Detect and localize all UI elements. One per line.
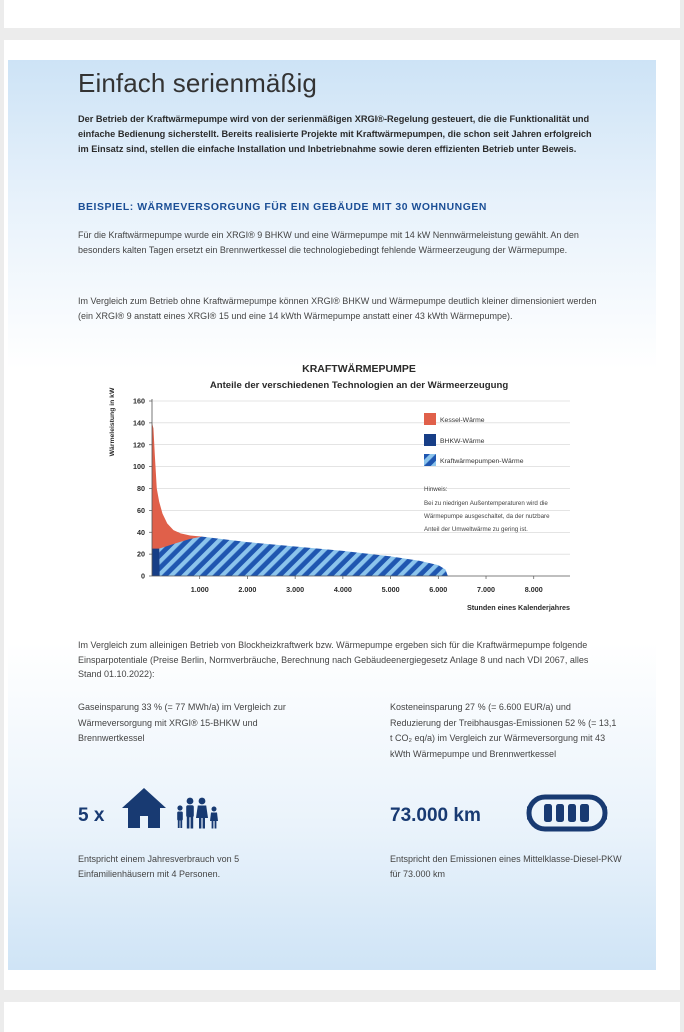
y-tick-label-60: 60 <box>137 505 145 515</box>
legend-label-1: Kessel-Wärme <box>440 417 485 424</box>
paragraph-3: Im Vergleich zum alleinigen Betrieb von Blockheizkraftwerk bzw. Wärmepumpe ergeben sich für die Kraftwärmepumpe folgende Einsparpotentiale (Preise Berlin, Normverbräuche, Berechnung nach Gebäudeenergiegesetz Anlage 8 und nach VDI 2067, alles Stand 01.10.2022): <box>78 640 589 680</box>
legend-swatch-2 <box>424 434 436 446</box>
x-tick-label-8000: 8.000 <box>524 585 543 594</box>
next-page-edge <box>4 1002 680 1032</box>
x-tick-label-6000: 6.000 <box>429 585 448 594</box>
x-tick-label-7000: 7.000 <box>477 585 496 594</box>
legend-swatch-1 <box>424 413 436 425</box>
legend-label-3: Kraftwärmepumpen-Wärme <box>440 458 524 465</box>
note-line-1: Bei zu niedrigen Außentemperaturen wird die <box>424 500 548 507</box>
cost-saving-text: Kosteneinsparung 27 % (= 6.600 EUR/a) und Reduzierung der Treibhausgas-Emissionen 52 % (= 13,1 t CO₂ eq/a) im Vergleich zur Wärmeversorgung mit 43 kWth Wärmepumpe und Brennwertkessel <box>390 702 617 759</box>
y-tick-label-100: 100 <box>133 462 145 472</box>
car-icon <box>526 792 608 834</box>
section-heading: BEISPIEL: WÄRMEVERSORGUNG FÜR EIN GEBÄUDE MIT 30 WOHNUNGEN <box>78 202 487 213</box>
y-tick-label-20: 20 <box>137 549 145 559</box>
x-tick-label-1000: 1.000 <box>190 585 209 594</box>
paragraph-1: Für die Kraftwärmepumpe wurde ein XRGI® 9 BHKW und eine Wärmepumpe mit 14 kW Nennwärmeleistung gewählt. An den besonders kalten Tagen ersetzt ein Brennwertkessel die technologiebedingt fehlende Wärmeerzeugung der Wärmepumpe. <box>78 230 579 255</box>
bhkw-area <box>152 549 160 576</box>
page-title: Einfach serienmäßig <box>78 68 317 98</box>
x-tick-label-3000: 3.000 <box>286 585 305 594</box>
chart-svg <box>100 353 580 615</box>
previous-page-edge <box>4 0 680 28</box>
chart-title: KRAFTWÄRMEPUMPE <box>302 363 416 375</box>
y-tick-label-0: 0 <box>141 571 145 581</box>
x-tick-label-4000: 4.000 <box>333 585 352 594</box>
y-tick-label-160: 160 <box>133 396 145 406</box>
x-tick-label-2000: 2.000 <box>238 585 257 594</box>
car-caption: Entspricht den Emissionen eines Mittelklasse-Diesel-PKW für 73.000 km <box>390 854 622 879</box>
gas-saving-text: Gaseinsparung 33 % (= 77 MWh/a) im Vergleich zur Wärmeversorgung mit XRGI® 15-BHKW und Brennwertkessel <box>78 702 286 744</box>
x-axis-label: Stunden eines Kalenderjahres <box>466 603 570 612</box>
km-stat: 73.000 km <box>390 805 481 826</box>
x-tick-label-5000: 5.000 <box>381 585 400 594</box>
note-line-3: Anteil der Umweltwärme zu gering ist. <box>424 526 528 533</box>
y-axis-label: Wärmeleistung in kW <box>109 387 116 457</box>
y-tick-label-140: 140 <box>133 418 145 428</box>
intro-text: Der Betrieb der Kraftwärmepumpe wird von der serienmäßigen XRGI®-Regelung gesteuert, die die Funktionalität und einfache Bedienung sicherstellt. Bereits realisierte Projekte mit Kraftwärmepumpen, die schon seit Jahren erfolgreich im Einsatz sind, stellen die einfache Installation und Inbetriebnahme sowie deren effizienten Betrieb unter Beweis. <box>78 114 592 154</box>
y-tick-label-80: 80 <box>137 484 145 494</box>
y-tick-label-120: 120 <box>133 440 145 450</box>
legend-label-2: BHKW-Wärme <box>440 438 485 445</box>
chart-subtitle: Anteile der verschiedenen Technologien an der Wärmeerzeugung <box>209 380 509 391</box>
family-icon <box>174 796 220 830</box>
heat-chart <box>100 353 580 615</box>
legend-swatch-3 <box>424 454 436 466</box>
note-title: Hinweis: <box>424 486 448 493</box>
houses-caption: Entspricht einem Jahresverbrauch von 5 Einfamilienhäusern mit 4 Personen. <box>78 854 240 879</box>
kwp-area <box>159 537 448 576</box>
y-tick-label-40: 40 <box>137 527 145 537</box>
house-icon <box>120 786 168 830</box>
paragraph-2: Im Vergleich zum Betrieb ohne Kraftwärmepumpe können XRGI® BHKW und Wärmepumpe deutlich kleiner dimensioniert werden (ein XRGI® 9 anstatt eines XRGI® 15 und eine 14 kWth Wärmepumpe anstatt einer 43 kWth Wärmepumpe). <box>78 296 597 321</box>
note-line-2: Wärmepumpe ausgeschaltet, da der nutzbare <box>424 513 550 520</box>
houses-stat: 5 x <box>78 805 105 826</box>
